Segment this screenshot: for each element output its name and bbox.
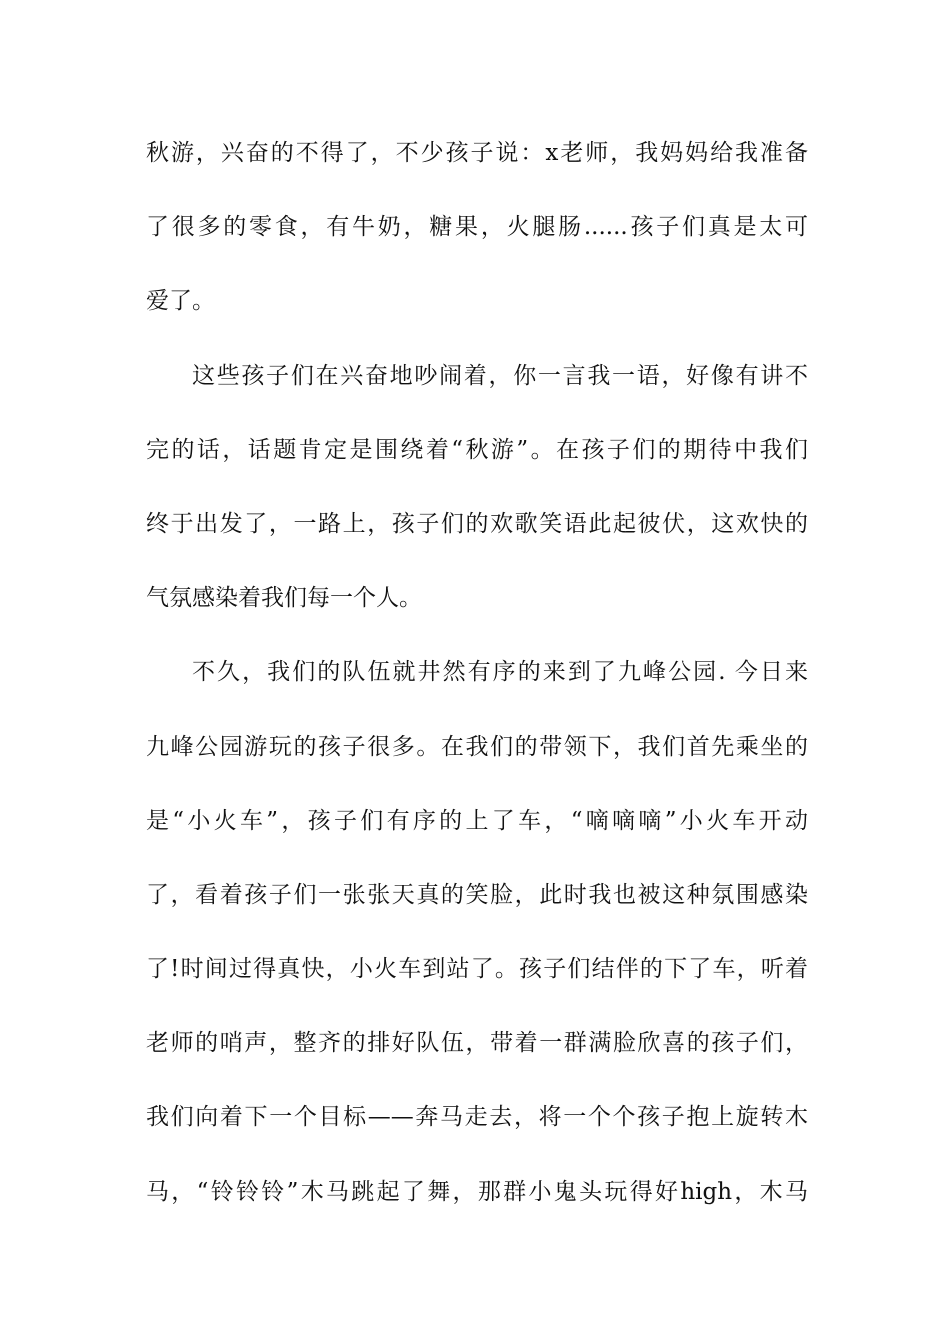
paragraph-line: 了，看着孩子们一张张天真的笑脸，此时我也被这种氛围感染 (146, 881, 808, 908)
paragraph-line: 完的话，话题肯定是围绕着“秋游”。在孩子们的期待中我们 (146, 436, 808, 463)
paragraph-line: 这些孩子们在兴奋地吵闹着，你一言我一语，好像有讲不 (192, 362, 808, 389)
paragraph-2 (146, 339, 808, 636)
paragraph-1 (146, 116, 808, 339)
paragraph-line: 不久，我们的队伍就井然有序的来到了九峰公园. 今日来 (192, 659, 808, 686)
paragraph-3 (146, 635, 808, 1229)
paragraph-line: 马，“铃铃铃”木马跳起了舞，那群小鬼头玩得好high，木马 (146, 1178, 808, 1205)
paragraph-line: 爱了。 (146, 288, 215, 315)
paragraph-line: 九峰公园游玩的孩子很多。在我们的带领下，我们首先乘坐的 (146, 733, 808, 760)
paragraph-line: 终于出发了，一路上，孩子们的欢歌笑语此起彼伏，这欢快的 (146, 510, 808, 537)
paragraph-line: 了!时间过得真快，小火车到站了。孩子们结伴的下了车，听着 (146, 956, 808, 983)
paragraph-line: 了很多的零食，有牛奶，糖果，火腿肠......孩子们真是太可 (146, 214, 808, 241)
paragraph-line: 气氛感染着我们每一个人。 (146, 585, 422, 612)
paragraph-line: 是“小火车”，孩子们有序的上了车，“嘀嘀嘀”小火车开动 (146, 807, 808, 834)
paragraph-line: 秋游，兴奋的不得了，不少孩子说：x老师，我妈妈给我准备 (146, 140, 808, 166)
paragraph-line: 我们向着下一个目标——奔马走去，将一个个孩子抱上旋转木 (146, 1104, 808, 1131)
paragraph-line: 老师的哨声，整齐的排好队伍，带着一群满脸欣喜的孩子们， (146, 1030, 808, 1057)
document-body (146, 116, 808, 1229)
